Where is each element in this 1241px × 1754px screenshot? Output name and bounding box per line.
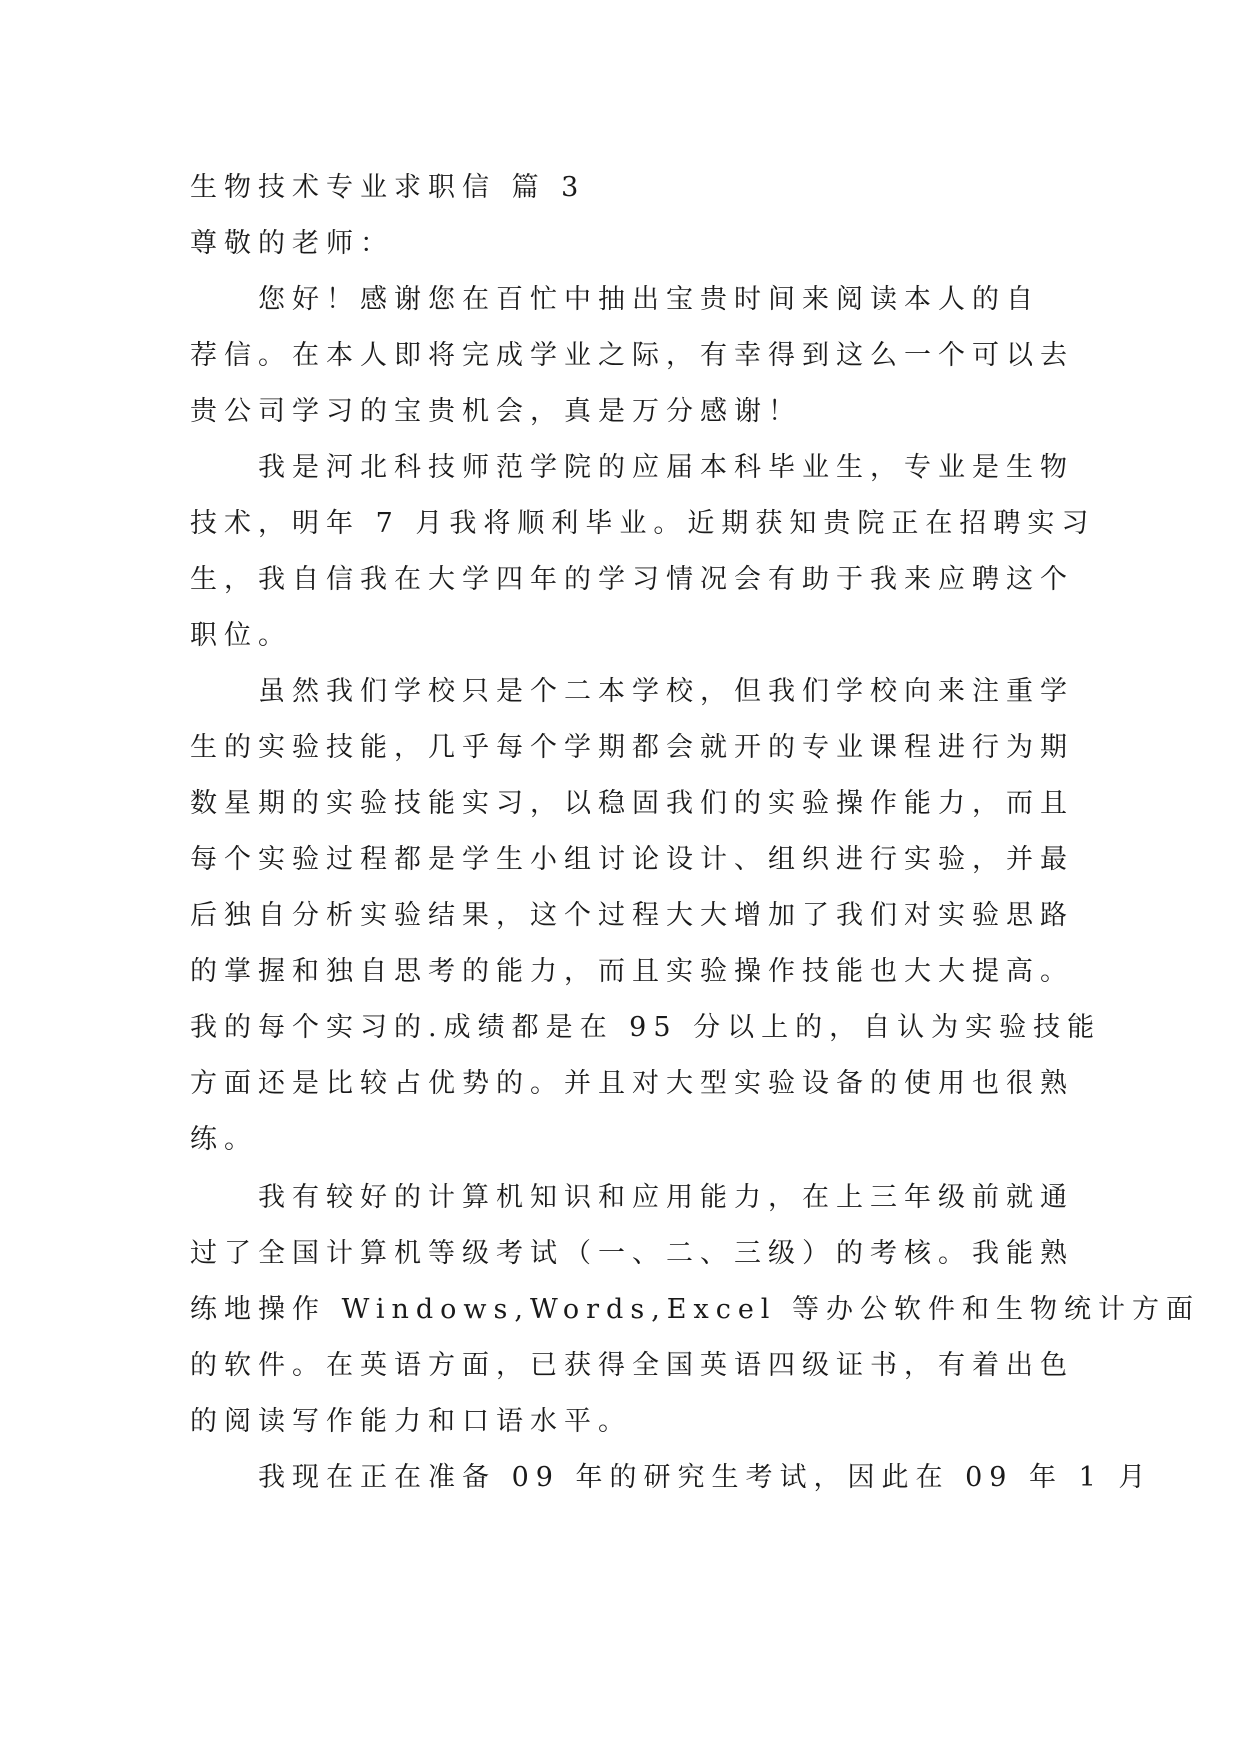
salutation: 尊敬的老师： (190, 228, 394, 259)
body-line: 方面还是比较占优势的。并且对大型实验设备的使用也很熟 (190, 1068, 1074, 1099)
body-line: 荐信。在本人即将完成学业之际，有幸得到这么一个可以去 (190, 340, 1074, 371)
body-line: 虽然我们学校只是个二本学校，但我们学校向来注重学 (258, 676, 1074, 707)
body-line: 练地操作 Windows,Words,Excel 等办公软件和生物统计方面 (190, 1294, 1201, 1325)
body-line: 过了全国计算机等级考试（一、二、三级）的考核。我能熟 (190, 1238, 1074, 1269)
body-line: 我有较好的计算机知识和应用能力，在上三年级前就通 (258, 1182, 1074, 1213)
body-line: 我是河北科技师范学院的应届本科毕业生，专业是生物 (258, 452, 1074, 483)
body-line: 生的实验技能，几乎每个学期都会就开的专业课程进行为期 (190, 732, 1074, 763)
body-line: 我现在正在准备 09 年的研究生考试，因此在 09 年 1 月 (258, 1462, 1153, 1493)
body-line: 每个实验过程都是学生小组讨论设计、组织进行实验，并最 (190, 844, 1074, 875)
body-line: 生，我自信我在大学四年的学习情况会有助于我来应聘这个 (190, 564, 1074, 595)
body-line: 的软件。在英语方面，已获得全国英语四级证书，有着出色 (190, 1350, 1074, 1381)
body-line: 的阅读写作能力和口语水平。 (190, 1406, 632, 1437)
body-line: 贵公司学习的宝贵机会，真是万分感谢！ (190, 396, 802, 427)
document-title: 生物技术专业求职信 篇 3 (190, 172, 586, 203)
body-line: 的掌握和独自思考的能力，而且实验操作技能也大大提高。 (190, 956, 1074, 987)
body-line: 职位。 (190, 620, 292, 651)
body-line: 练。 (190, 1124, 258, 1155)
body-line: 后独自分析实验结果，这个过程大大增加了我们对实验思路 (190, 900, 1074, 931)
body-line: 技术，明年 7 月我将顺利毕业。近期获知贵院正在招聘实习 (190, 508, 1096, 539)
body-line: 您好！感谢您在百忙中抽出宝贵时间来阅读本人的自 (258, 284, 1040, 315)
body-line: 数星期的实验技能实习，以稳固我们的实验操作能力，而且 (190, 788, 1074, 819)
body-line: 我的每个实习的.成绩都是在 95 分以上的，自认为实验技能 (190, 1012, 1102, 1043)
